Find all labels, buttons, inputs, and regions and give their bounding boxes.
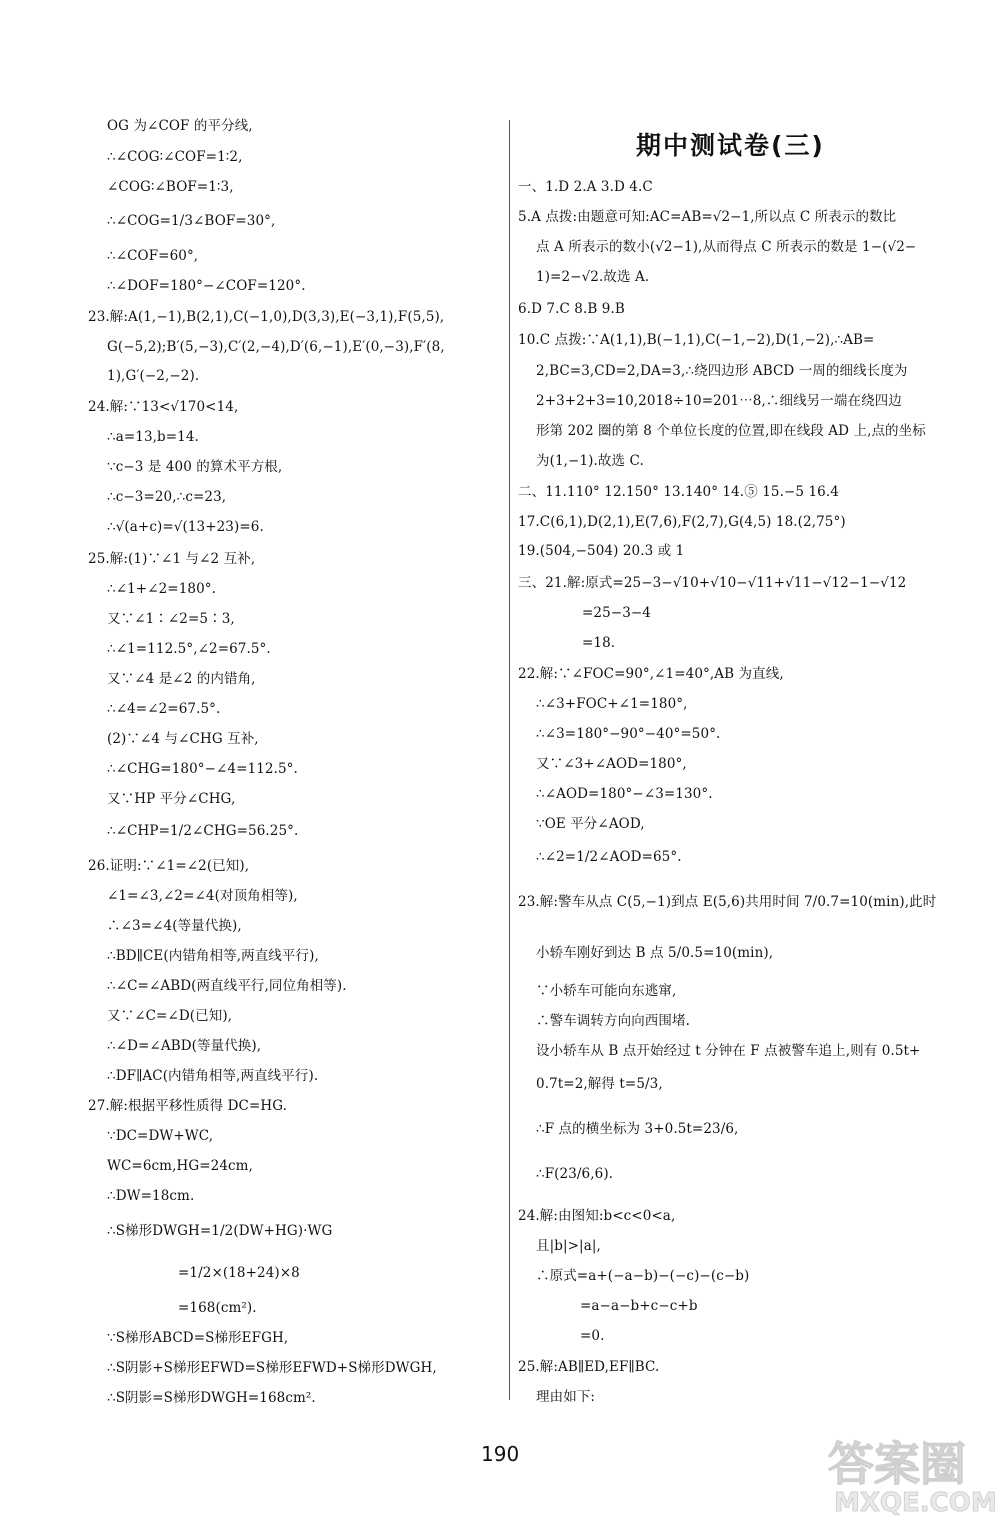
right-line: ∴∠2=1/2∠AOD=65°. xyxy=(536,849,682,865)
right-line: 10.C 点拨:∵A(1,1),B(−1,1),C(−1,−2),D(1,−2),∴AB= xyxy=(518,332,875,348)
left-line: ∴c−3=20,∴c=23, xyxy=(107,489,227,505)
left-line: ∴a=13,b=14. xyxy=(107,429,199,445)
right-line: 25.解:AB∥ED,EF∥BC. xyxy=(518,1359,660,1375)
left-line: ∴∠3=∠4(等量代换), xyxy=(107,918,242,934)
left-line: ∴DW=18cm. xyxy=(107,1188,195,1204)
left-line: 24.解:∵13<√170<14, xyxy=(88,399,239,415)
left-line: ∵DC=DW+WC, xyxy=(107,1128,214,1144)
left-line: ∵S梯形ABCD=S梯形EFGH, xyxy=(107,1330,289,1346)
left-line: 23.解:A(1,−1),B(2,1),C(−1,0),D(3,3),E(−3,1),F(5,5), xyxy=(88,309,445,325)
left-line: =168(cm²). xyxy=(178,1300,257,1316)
left-line: 又∵∠1∶∠2=5∶3, xyxy=(107,611,235,627)
right-line: 19.(504,−504) 20.3 或 1 xyxy=(518,543,685,559)
page-number: 190 xyxy=(481,1442,520,1466)
left-line: ∴∠COF=60°, xyxy=(107,248,199,264)
right-line: 且|b|>|a|, xyxy=(536,1238,601,1254)
watermark-logo xyxy=(828,1428,998,1524)
left-line: ∵c−3 是 400 的算术平方根, xyxy=(107,459,283,475)
left-line: ∠1=∠3,∠2=∠4(对顶角相等), xyxy=(107,888,298,904)
left-line: ∴∠COG∶∠COF=1∶2, xyxy=(107,149,243,165)
right-line: ∴警车调转方向向西围堵. xyxy=(536,1013,690,1029)
right-line: 小轿车刚好到达 B 点 5/0.5=10(min), xyxy=(536,945,774,961)
left-line: G(−5,2);B′(5,−3),C′(2,−4),D′(6,−1),E′(0,−3),F′(8, xyxy=(107,339,445,355)
left-line: WC=6cm,HG=24cm, xyxy=(107,1158,253,1174)
right-line: 5.A 点拨:由题意可知:AC=AB=√2−1,所以点 C 所表示的数比 xyxy=(518,209,897,225)
left-line: ∴∠C=∠ABD(两直线平行,同位角相等). xyxy=(107,978,347,994)
left-line: ∴BD∥CE(内错角相等,两直线平行), xyxy=(107,948,319,964)
left-line: ∴∠1=112.5°,∠2=67.5°. xyxy=(107,641,271,657)
left-line: ∴S阴影=S梯形DWGH=168cm². xyxy=(107,1390,316,1406)
right-line: ∴∠3=180°−90°−40°=50°. xyxy=(536,726,721,742)
right-line: 形第 202 圈的第 8 个单位长度的位置,即在线段 AD 上,点的坐标 xyxy=(536,423,926,439)
left-line: (2)∵∠4 与∠CHG 互补, xyxy=(107,731,259,747)
left-line: ∴∠COG=1/3∠BOF=30°, xyxy=(107,213,276,229)
right-line: ∴∠3+FOC+∠1=180°, xyxy=(536,696,688,712)
right-line: 三、21.解:原式=25−3−√10+√10−√11+√11−√12−1−√12 xyxy=(518,575,907,591)
left-line: 又∵∠C=∠D(已知), xyxy=(107,1008,233,1024)
right-line: =0. xyxy=(580,1328,605,1344)
right-line: 2+3+2+3=10,2018÷10=201⋯8,∴细线另一端在绕四边 xyxy=(536,393,902,409)
right-line: =18. xyxy=(582,635,616,651)
left-line: ∴S梯形DWGH=1/2(DW+HG)·WG xyxy=(107,1223,333,1239)
right-line: 6.D 7.C 8.B 9.B xyxy=(518,301,625,317)
left-line: ∴S阴影+S梯形EFWD=S梯形EFWD+S梯形DWGH, xyxy=(107,1360,437,1376)
right-line: ∵OE 平分∠AOD, xyxy=(536,816,645,832)
right-line: 设小轿车从 B 点开始经过 t 分钟在 F 点被警车追上,则有 0.5t+ xyxy=(536,1043,921,1059)
right-line: ∴∠AOD=180°−∠3=130°. xyxy=(536,786,713,802)
left-line: ∴∠DOF=180°−∠COF=120°. xyxy=(107,278,306,294)
right-line: 又∵∠3+∠AOD=180°, xyxy=(536,756,687,772)
right-line: 理由如下: xyxy=(536,1389,596,1405)
left-line: 25.解:(1)∵∠1 与∠2 互补, xyxy=(88,551,256,567)
right-line: ∴F(23/6,6). xyxy=(536,1166,614,1182)
right-line: 2,BC=3,CD=2,DA=3,∴绕四边形 ABCD 一周的细线长度为 xyxy=(536,363,908,379)
left-line: ∴√(a+c)=√(13+23)=6. xyxy=(107,519,264,535)
left-line: ∴∠1+∠2=180°. xyxy=(107,581,217,597)
left-line: 1),G′(−2,−2). xyxy=(107,368,200,384)
right-line: 为(1,−1).故选 C. xyxy=(536,453,644,469)
right-line: 二、11.110° 12.150° 13.140° 14.⑤ 15.−5 16.4 xyxy=(518,484,839,500)
left-line: ∠COG∶∠BOF=1∶3, xyxy=(107,179,234,195)
left-line: ∴∠D=∠ABD(等量代换), xyxy=(107,1038,262,1054)
right-line: ∴原式=a+(−a−b)−(−c)−(c−b) xyxy=(536,1268,750,1284)
right-line: 22.解:∵∠FOC=90°,∠1=40°,AB 为直线, xyxy=(518,666,784,682)
right-line: ∵小轿车可能向东逃窜, xyxy=(536,983,677,999)
right-line: =a−a−b+c−c+b xyxy=(580,1298,698,1314)
left-line: ∴DF∥AC(内错角相等,两直线平行). xyxy=(107,1068,319,1084)
right-line: 23.解:警车从点 C(5,−1)到点 E(5,6)共用时间 7/0.7=10(min),此时 xyxy=(518,894,937,910)
left-line: ∴∠CHG=180°−∠4=112.5°. xyxy=(107,761,298,777)
right-line: 一、1.D 2.A 3.D 4.C xyxy=(518,179,653,195)
right-line: =25−3−4 xyxy=(582,605,651,621)
right-line: 点 A 所表示的数小(√2−1),从而得点 C 所表示的数是 1−(√2− xyxy=(536,239,917,255)
left-line: 26.证明:∵∠1=∠2(已知), xyxy=(88,858,250,874)
left-line: =1/2×(18+24)×8 xyxy=(178,1265,300,1281)
watermark-site: MXQE.COM xyxy=(834,1488,997,1518)
right-line: 24.解:由图知:b<c<0<a, xyxy=(518,1208,676,1224)
right-line: 0.7t=2,解得 t=5/3, xyxy=(536,1076,663,1092)
right-line: 17.C(6,1),D(2,1),E(7,6),F(2,7),G(4,5) 18.(2,75°) xyxy=(518,514,846,530)
right-line: ∴F 点的横坐标为 3+0.5t=23/6, xyxy=(536,1121,739,1137)
watermark-title: 答案圈 xyxy=(828,1437,966,1491)
left-line: ∴∠CHP=1/2∠CHG=56.25°. xyxy=(107,823,299,839)
section-title: 期中测试卷(三) xyxy=(636,131,825,160)
left-line: 又∵HP 平分∠CHG, xyxy=(107,791,236,807)
right-line: 1)=2−√2.故选 A. xyxy=(536,269,650,285)
column-divider xyxy=(509,120,510,1400)
left-line: OG 为∠COF 的平分线, xyxy=(107,118,253,134)
left-line: 27.解:根据平移性质得 DC=HG. xyxy=(88,1098,288,1114)
left-line: 又∵∠4 是∠2 的内错角, xyxy=(107,671,256,687)
left-line: ∴∠4=∠2=67.5°. xyxy=(107,701,221,717)
